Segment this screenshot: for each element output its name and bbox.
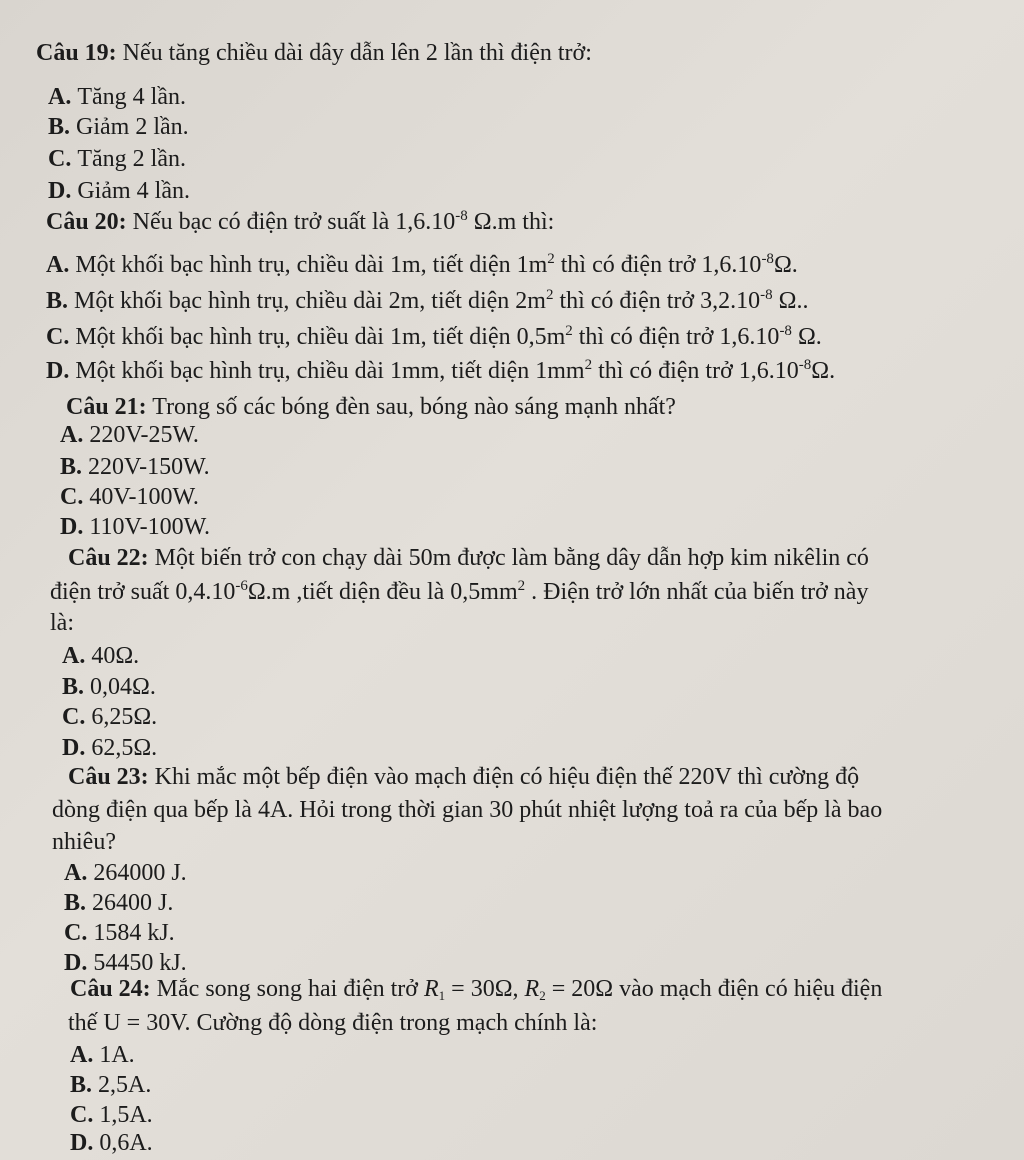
- q19-option-a: A. Tăng 4 lần.: [48, 84, 186, 110]
- question-20: [46, 207, 554, 237]
- q21-option-a: A. 220V-25W.: [60, 422, 199, 448]
- q24-option-b: B. 2,5A.: [70, 1072, 152, 1098]
- question-text: Nếu bạc có điện trở suất là $1,6.10^{-8}$ Ω.m thì:: [132, 208, 555, 235]
- q24-option-c: C. 1,5A.: [70, 1102, 153, 1128]
- q20-option-d: D. Một khối bạc hình trụ, chiều dài 1mm, tiết diện $1mm^2$ thì có điện trở $1,6.10^{-8}\Omega$.: [46, 357, 836, 384]
- q20-option-a: A. Một khối bạc hình trụ, chiều dài 1m, tiết diện $1m^2$ thì có điện trở $1,6.10^{-8}\Omega$.: [46, 251, 798, 278]
- q22-option-b: B. 0,04Ω.: [62, 674, 156, 700]
- question-number: Câu 21:: [66, 394, 147, 420]
- question-text: Nếu tăng chiều dài dây dẫn lên 2 lần thì điện trở:: [122, 40, 592, 66]
- question-24: [70, 972, 882, 1006]
- question-text-line1: Khi mắc một bếp điện vào mạch điện có hiệu điện thế 220V thì cường độ: [154, 764, 860, 790]
- q19-option-b: B. Giảm 2 lần.: [48, 114, 189, 140]
- question-23-line2: dòng điện qua bếp là 4A. Hỏi trong thời gian 30 phút nhiệt lượng toả ra của bếp là bao: [52, 797, 883, 823]
- question-text-line1: Mắc song song hai điện trở $R_1 = 30\Omega$, $R_2 = 20\Omega$ vào mạch điện có hiệu điện: [156, 976, 883, 1003]
- question-24-line2: thế U = 30V. Cường độ dòng điện trong mạch chính là:: [68, 1010, 598, 1036]
- q22-option-a: A. 40Ω.: [62, 643, 140, 669]
- question-number: Câu 23:: [68, 764, 149, 790]
- q21-option-c: C. 40V-100W.: [60, 484, 199, 510]
- question-22: [68, 543, 869, 573]
- question-23: [68, 762, 859, 792]
- q21-option-d: D. 110V-100W.: [60, 514, 211, 540]
- q20-option-c: C. Một khối bạc hình trụ, chiều dài 1m, tiết diện $0,5m^2$ thì có điện trở $1,6.10^{-8}$ Ω.: [46, 323, 822, 350]
- question-22-line2: điện trở suất $0,4.10^{-6}\Omega.m$ ,tiết diện đều là $0,5mm^2$ . Điện trở lớn nhất của biến trở này: [50, 578, 869, 605]
- question-22-line3: là:: [50, 610, 74, 636]
- question-23-line3: nhiêu?: [52, 829, 116, 855]
- q21-option-b: B. 220V-150W.: [60, 454, 210, 480]
- question-text: Trong số các bóng đèn sau, bóng nào sáng mạnh nhất?: [152, 394, 676, 420]
- question-text-line1: Một biến trở con chạy dài 50m được làm bằng dây dẫn hợp kim nikêlin có: [154, 545, 869, 571]
- q23-option-c: C. 1584 kJ.: [64, 920, 175, 946]
- q20-option-b: B. Một khối bạc hình trụ, chiều dài 2m, tiết diện $2m^2$ thì có điện trở $3,2.10^{-8}$ Ω..: [46, 287, 809, 314]
- question-number: Câu 20:: [46, 209, 127, 235]
- question-21: [66, 392, 676, 422]
- q23-option-a: A. 264000 J.: [64, 860, 187, 886]
- question-number: Câu 22:: [68, 545, 149, 571]
- q23-option-b: B. 26400 J.: [64, 890, 174, 916]
- q23-option-d: D. 54450 kJ.: [64, 950, 187, 976]
- q22-option-d: D. 62,5Ω.: [62, 735, 158, 761]
- q22-option-c: C. 6,25Ω.: [62, 704, 158, 730]
- question-number: Câu 24:: [70, 976, 151, 1002]
- question-number: Câu 19:: [36, 40, 117, 66]
- q19-option-c: C. Tăng 2 lần.: [48, 146, 186, 172]
- question-19: [36, 38, 592, 68]
- q24-option-a: A. 1A.: [70, 1042, 135, 1068]
- q24-option-d: D. 0,6A.: [70, 1130, 153, 1156]
- q19-option-d: D. Giảm 4 lần.: [48, 178, 190, 204]
